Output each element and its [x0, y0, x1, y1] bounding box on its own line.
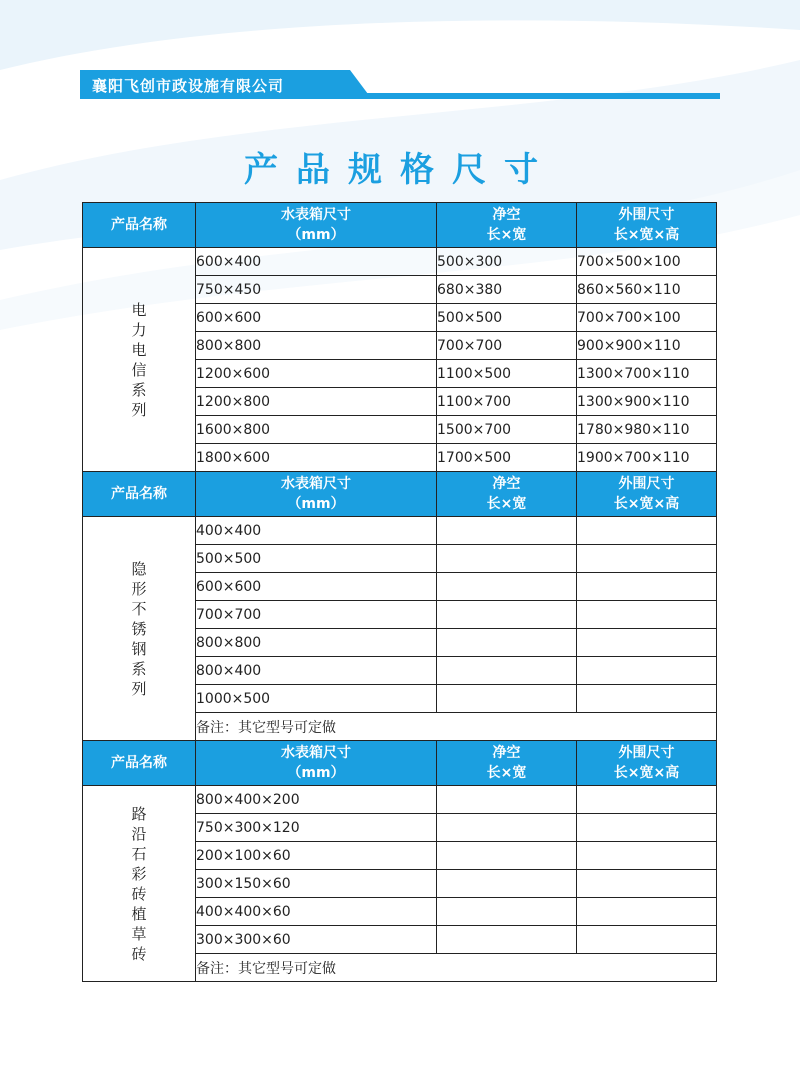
- outer-cell: [577, 842, 717, 870]
- outer-cell: 700×700×100: [577, 304, 717, 332]
- size-cell: 750×450: [196, 276, 437, 304]
- clear-cell: 1700×500: [437, 444, 577, 472]
- clear-cell: [437, 926, 577, 954]
- size-cell: 700×700: [196, 601, 437, 629]
- table-header-row: [83, 203, 717, 248]
- size-cell: 750×300×120: [196, 814, 437, 842]
- outer-cell: [577, 898, 717, 926]
- size-cell: 1600×800: [196, 416, 437, 444]
- category-label: 电力电信系列: [131, 300, 147, 419]
- clear-cell: [437, 629, 577, 657]
- clear-cell: 500×500: [437, 304, 577, 332]
- outer-cell: [577, 814, 717, 842]
- header-outer: 外围尺寸 长×宽×高: [577, 203, 717, 248]
- clear-cell: [437, 545, 577, 573]
- clear-cell: 500×300: [437, 248, 577, 276]
- clear-cell: [437, 870, 577, 898]
- clear-cell: [437, 786, 577, 814]
- table-row: [83, 517, 717, 545]
- clear-cell: [437, 842, 577, 870]
- clear-cell: 1500×700: [437, 416, 577, 444]
- size-cell: 1200×800: [196, 388, 437, 416]
- spec-table: [82, 202, 717, 982]
- size-cell: 500×500: [196, 545, 437, 573]
- clear-cell: [437, 601, 577, 629]
- table-row: [83, 786, 717, 814]
- size-cell: 1000×500: [196, 685, 437, 713]
- header-product: 产品名称: [83, 203, 196, 248]
- category-cell: [83, 517, 196, 741]
- clear-cell: [437, 814, 577, 842]
- size-cell: 300×300×60: [196, 926, 437, 954]
- size-cell: 800×800: [196, 629, 437, 657]
- outer-cell: 860×560×110: [577, 276, 717, 304]
- outer-cell: 900×900×110: [577, 332, 717, 360]
- clear-cell: [437, 898, 577, 926]
- header-size: 水表箱尺寸 （mm）: [196, 472, 437, 517]
- size-cell: 800×400: [196, 657, 437, 685]
- size-cell: 1800×600: [196, 444, 437, 472]
- size-cell: 600×600: [196, 304, 437, 332]
- clear-cell: [437, 517, 577, 545]
- outer-cell: 1780×980×110: [577, 416, 717, 444]
- header-clear: 净空 长×宽: [437, 741, 577, 786]
- outer-cell: [577, 545, 717, 573]
- note-text: 备注：其它型号可定做: [196, 954, 717, 982]
- header-outer: 外围尺寸 长×宽×高: [577, 472, 717, 517]
- clear-cell: 1100×700: [437, 388, 577, 416]
- category-cell: [83, 248, 196, 472]
- outer-cell: [577, 573, 717, 601]
- outer-cell: [577, 926, 717, 954]
- table-header-row: [83, 472, 717, 517]
- page-title: 产品规格尺寸: [244, 150, 556, 190]
- category-cell: [83, 786, 196, 982]
- clear-cell: 680×380: [437, 276, 577, 304]
- outer-cell: [577, 870, 717, 898]
- outer-cell: 1900×700×110: [577, 444, 717, 472]
- outer-cell: [577, 629, 717, 657]
- category-label: 隐形不锈钢系列: [131, 559, 147, 698]
- size-cell: 800×400×200: [196, 786, 437, 814]
- size-cell: 600×400: [196, 248, 437, 276]
- outer-cell: 700×500×100: [577, 248, 717, 276]
- note-text: 备注：其它型号可定做: [196, 713, 717, 741]
- table-header-row: [83, 741, 717, 786]
- outer-cell: 1300×900×110: [577, 388, 717, 416]
- size-cell: 1200×600: [196, 360, 437, 388]
- company-name: 襄阳飞创市政设施有限公司: [92, 77, 285, 95]
- clear-cell: 1100×500: [437, 360, 577, 388]
- category-label: 路沿石彩砖植草砖: [131, 804, 147, 963]
- clear-cell: 700×700: [437, 332, 577, 360]
- size-cell: 400×400×60: [196, 898, 437, 926]
- size-cell: 400×400: [196, 517, 437, 545]
- outer-cell: [577, 685, 717, 713]
- size-cell: 300×150×60: [196, 870, 437, 898]
- header-outer: 外围尺寸 长×宽×高: [577, 741, 717, 786]
- clear-cell: [437, 657, 577, 685]
- size-cell: 200×100×60: [196, 842, 437, 870]
- outer-cell: [577, 786, 717, 814]
- clear-cell: [437, 573, 577, 601]
- clear-cell: [437, 685, 577, 713]
- outer-cell: [577, 601, 717, 629]
- size-cell: 600×600: [196, 573, 437, 601]
- header-clear: 净空 长×宽: [437, 472, 577, 517]
- outer-cell: 1300×700×110: [577, 360, 717, 388]
- header-size: 水表箱尺寸 （mm）: [196, 741, 437, 786]
- header-product: 产品名称: [83, 741, 196, 786]
- table-row: [83, 248, 717, 276]
- header-clear: 净空 长×宽: [437, 203, 577, 248]
- outer-cell: [577, 657, 717, 685]
- size-cell: 800×800: [196, 332, 437, 360]
- header-size: 水表箱尺寸 （mm）: [196, 203, 437, 248]
- outer-cell: [577, 517, 717, 545]
- header-product: 产品名称: [83, 472, 196, 517]
